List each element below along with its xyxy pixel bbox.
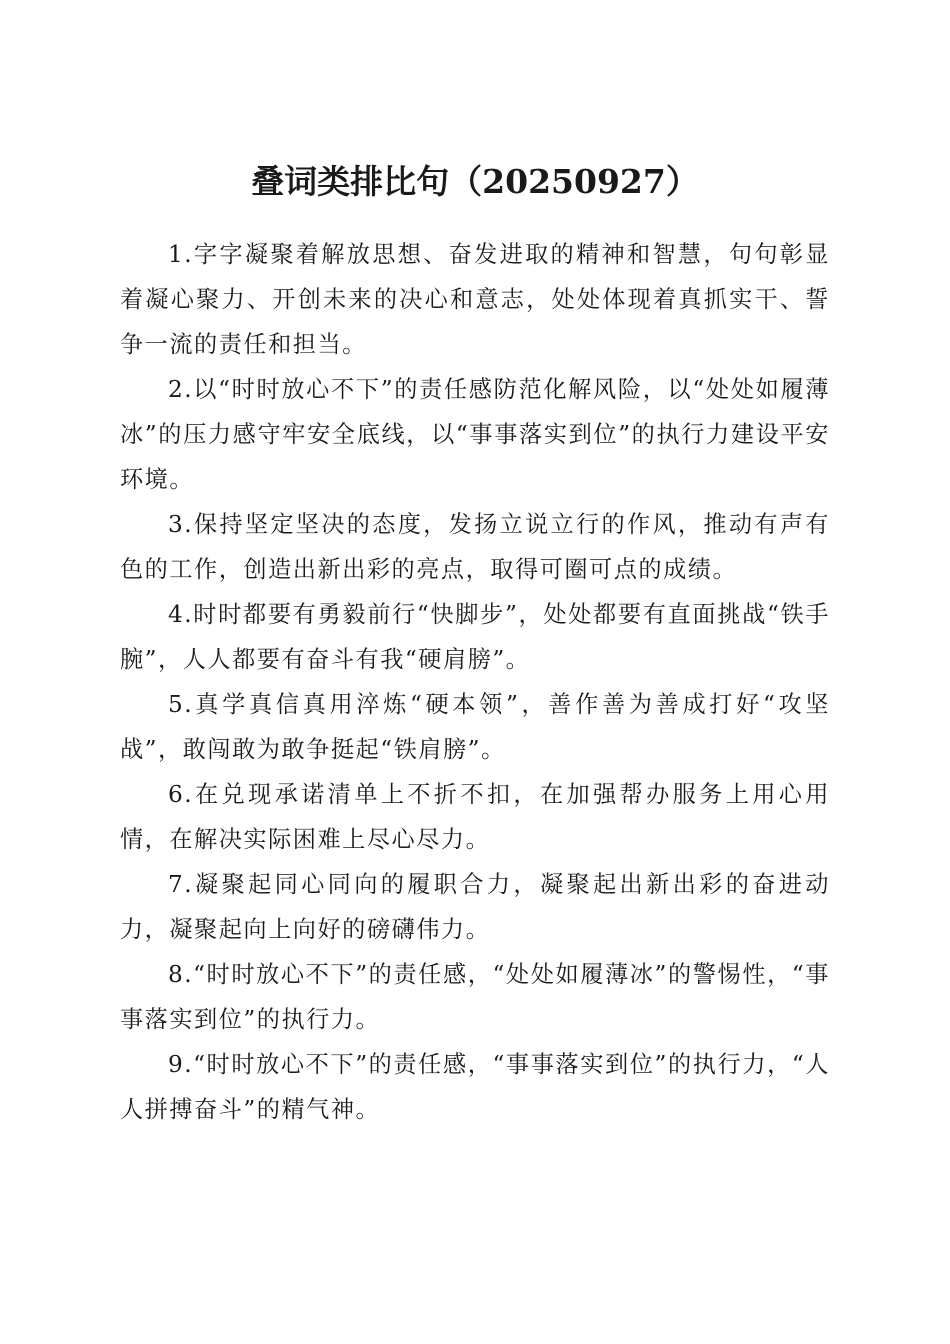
paragraph-7: 7.凝聚起同心同向的履职合力，凝聚起出新出彩的奋进动力，凝聚起向上向好的磅礴伟力。 <box>120 871 830 943</box>
paragraph-5: 5.真学真信真用淬炼“硬本领”，善作善为善成打好“攻坚战”，敢闯敢为敢争挺起“铁肩膀”。 <box>120 691 830 763</box>
document-body <box>120 232 830 1132</box>
paragraph-3: 3.保持坚定坚决的态度，发扬立说立行的作风，推动有声有色的工作，创造出新出彩的亮点，取得可圈可点的成绩。 <box>120 511 830 583</box>
paragraph-2: 2.以“时时放心不下”的责任感防范化解风险，以“处处如履薄冰”的压力感守牢安全底线，以“事事落实到位”的执行力建设平安环境。 <box>120 376 830 493</box>
paragraph-6: 6.在兑现承诺清单上不折不扣，在加强帮办服务上用心用情，在解决实际困难上尽心尽力。 <box>120 781 830 853</box>
document-title: 叠词类排比句（20250927） <box>251 162 699 202</box>
paragraph-9: 9.“时时放心不下”的责任感，“事事落实到位”的执行力，“人人拼搏奋斗”的精气神。 <box>120 1051 830 1123</box>
paragraph-4: 4.时时都要有勇毅前行“快脚步”，处处都要有直面挑战“铁手腕”，人人都要有奋斗有我“硬肩膀”。 <box>120 601 830 673</box>
paragraph-1: 1.字字凝聚着解放思想、奋发进取的精神和智慧，句句彰显着凝心聚力、开创未来的决心和意志，处处体现着真抓实干、誓争一流的责任和担当。 <box>120 241 830 358</box>
paragraph-8: 8.“时时放心不下”的责任感，“处处如履薄冰”的警惕性，“事事落实到位”的执行力。 <box>120 961 830 1033</box>
